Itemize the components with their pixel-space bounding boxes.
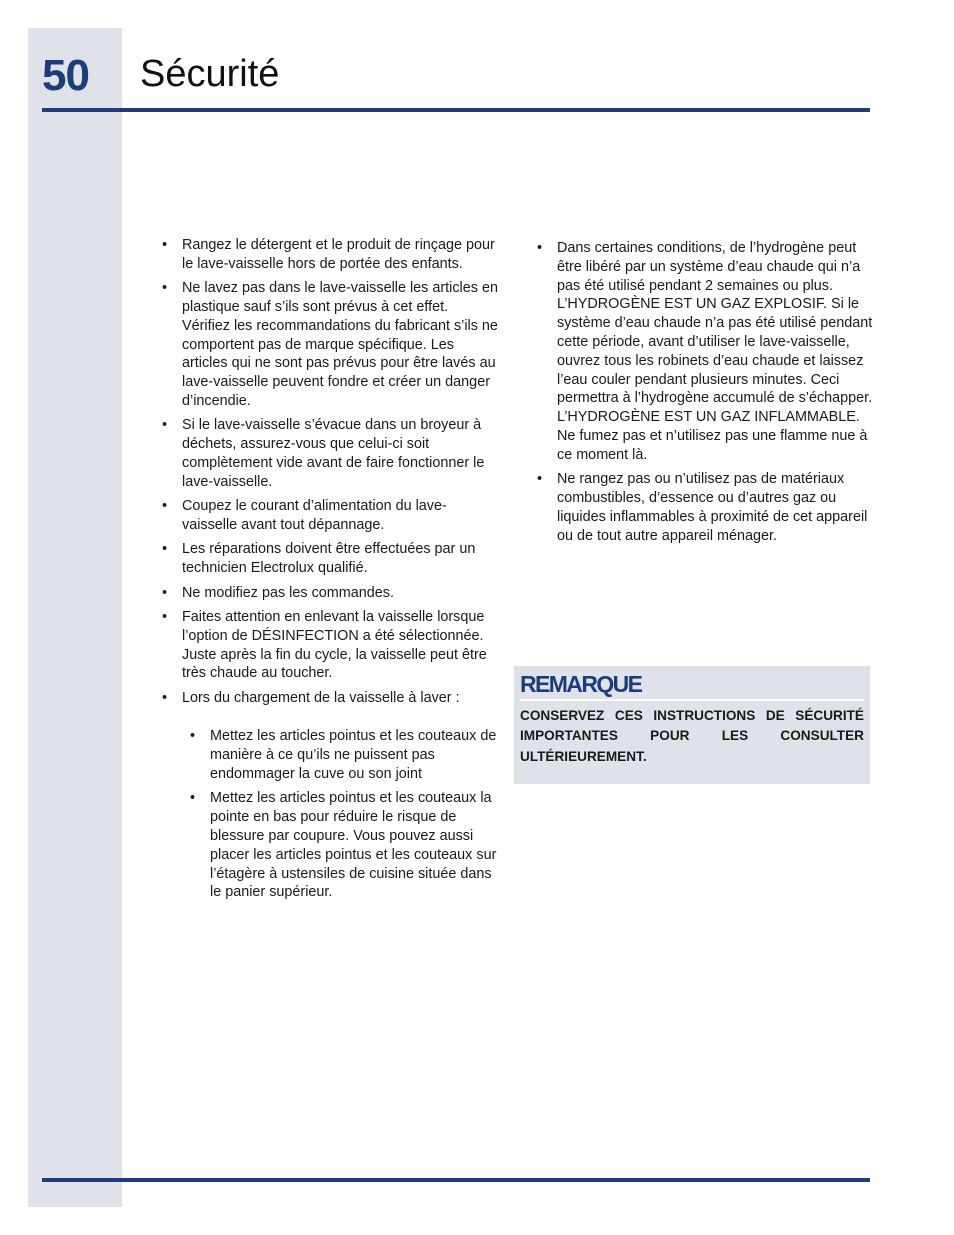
footer-rule <box>42 1178 870 1182</box>
list-item <box>535 239 873 465</box>
bullet-icon: • <box>162 689 168 706</box>
list-item-text: Faites attention en enlevant la vaisselle lorsque l’option de DÉSINFECTION a été sélectionnée. Juste après la fin du cycle, la vaisselle peut être très chaude au toucher. <box>182 608 487 682</box>
list-item <box>160 608 498 683</box>
list-item-text: Si le lave-vaisselle s’évacue dans un broyeur à déchets, assurez-vous que celui-ci soit complètement vide avant de faire fonctionner le lave-vaisselle. <box>182 417 485 490</box>
note-divider <box>520 699 864 701</box>
list-item-text: Rangez le détergent et le produit de rinçage pour le lave-vaisselle hors de portée des enfants. <box>182 237 495 272</box>
bullet-icon: • <box>537 471 543 488</box>
list-item <box>160 497 498 535</box>
list-item <box>160 540 498 578</box>
safety-list-right <box>535 239 873 545</box>
sub-list-item-text: Mettez les articles pointus et les couteaux de manière à ce qu’ils ne puissent pas endommager la cuve ou son joint <box>210 728 497 783</box>
bullet-icon: • <box>162 237 168 253</box>
list-item-text: Ne modifiez pas les commandes. <box>182 584 394 601</box>
list-item-text: Ne lavez pas dans le lave-vaisselle les articles en plastique sauf s’ils sont prévus à cet effet. Vérifiez les recommandations du fabricant s’ils ne comportent pas de marque spécifique. Les articles qui ne sont pas prévus pour être lavés au lave-vaisselle peuvent fondre et créer un danger d’incendie. <box>182 280 498 409</box>
bullet-icon: • <box>162 584 168 601</box>
bullet-icon: • <box>190 728 196 745</box>
list-item <box>160 689 498 903</box>
page-number: 50 <box>42 51 89 100</box>
left-column <box>160 236 498 908</box>
list-item-text: Dans certaines conditions, de l’hydrogène peut être libéré par un système d’eau chaude qui n’a pas été utilisé pendant 2 semaines ou plus. L’HYDROGÈNE EST UN GAZ EXPLOSIF. Si le système d’eau chaude n’a pas été utilisé pendant cette période, avant d’utiliser le lave-vaisselle, ouvrez tous les robinets d’eau chaude et laissez l’eau couler pendant plusieurs minutes. Ceci permettra à l’hydrogène accumulé de s’échapper. L’HYDROGÈNE EST UN GAZ INFLAMMABLE. Ne fumez pas et n’utilisez pas une flamme nue à ce moment là. <box>557 240 873 463</box>
bullet-icon: • <box>162 417 168 434</box>
note-body: CONSERVEZ CES INSTRUCTIONS DE SÉCURITÉ IMPORTANTES POUR LES CONSULTER ULTÉRIEUREMENT. <box>520 708 864 764</box>
side-strip <box>28 28 122 1207</box>
list-item-text: Les réparations doivent être effectuées par un technicien Electrolux qualifié. <box>182 541 476 577</box>
list-item-text: Ne rangez pas ou n’utilisez pas de matériaux combustibles, d’essence ou d’autres gaz ou liquides inflammables à proximité de cet appareil ou de tout autre appareil ménager. <box>557 471 868 544</box>
list-item-text: Lors du chargement de la vaisselle à laver : <box>182 689 460 706</box>
note-heading: REMARQUE <box>520 671 642 697</box>
loading-sub-list <box>182 727 498 902</box>
list-item <box>160 279 498 411</box>
bullet-icon: • <box>162 498 168 515</box>
sub-list-item <box>188 727 498 783</box>
list-item <box>160 236 498 274</box>
list-item <box>160 416 498 491</box>
bullet-icon: • <box>162 541 168 558</box>
safety-list-left <box>160 236 498 902</box>
bullet-icon: • <box>190 790 196 807</box>
bullet-icon: • <box>537 240 543 256</box>
sub-list-item <box>188 789 498 902</box>
header-rule <box>42 108 870 112</box>
list-item <box>160 584 498 603</box>
bullet-icon: • <box>162 280 168 297</box>
list-item-text: Coupez le courant d’alimentation du lave-vaisselle avant tout dépannage. <box>182 498 447 533</box>
sub-list-item-text: Mettez les articles pointus et les couteaux la pointe en bas pour réduire le risque de blessure par coupure. Vous pouvez aussi placer les articles pointus et les couteaux sur l’étagère à ustensiles de cuisine située dans le panier supérieur. <box>210 790 497 901</box>
list-item <box>535 470 873 545</box>
right-column <box>535 239 873 551</box>
note-box <box>514 666 870 784</box>
bullet-icon: • <box>162 608 168 625</box>
page-title: Sécurité <box>140 53 280 95</box>
